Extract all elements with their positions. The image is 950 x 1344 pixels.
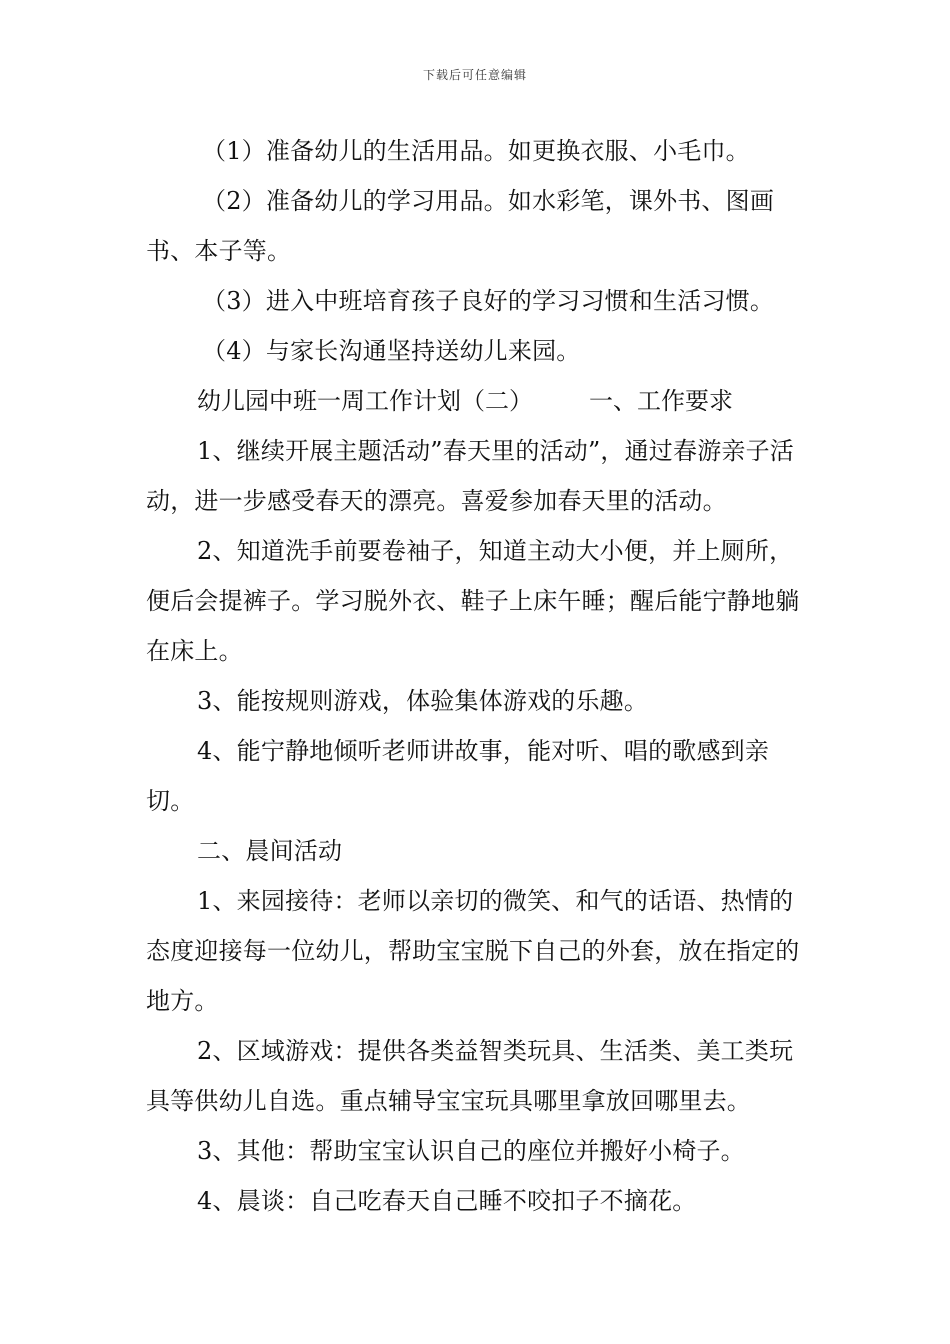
- requirement-item: 3、能按规则游戏，体验集体游戏的乐趣。: [197, 687, 649, 715]
- paragraph-prep-daily: （1）准备幼儿的生活用品。如更换衣服、小毛巾。: [202, 137, 750, 165]
- section-subtitle: 一、工作要求: [589, 387, 733, 415]
- section-heading: [146, 376, 808, 426]
- section-title: 幼儿园中班一周工作计划（二）: [197, 387, 533, 415]
- paragraph-parents: （4）与家长沟通坚持送幼儿来园。: [202, 337, 581, 365]
- paragraph-prep-study: （2）准备幼儿的学习用品。如水彩笔，课外书、图画书、本子等。: [146, 187, 775, 265]
- morning-item: 1、来园接待：老师以亲切的微笑、和气的话语、热情的态度迎接每一位幼儿，帮助宝宝脱下自己的外套，放在指定的地方。: [146, 887, 800, 1015]
- requirement-item: 2、知道洗手前要卷袖子，知道主动大小便，并上厕所，便后会提裤子。学习脱外衣、鞋子上床午睡；醒后能宁静地躺在床上。: [146, 537, 800, 665]
- morning-item: 2、区域游戏：提供各类益智类玩具、生活类、美工类玩具等供幼儿自选。重点辅导宝宝玩具哪里拿放回哪里去。: [146, 1037, 794, 1115]
- page-header-note: 下载后可任意编辑: [422, 68, 527, 82]
- morning-item: 3、其他：帮助宝宝认识自己的座位并搬好小椅子。: [197, 1137, 745, 1165]
- requirement-item: 1、继续开展主题活动”春天里的活动”，通过春游亲子活动，进一步感受春天的漂亮。喜爱参加春天里的活动。: [146, 437, 795, 515]
- morning-section-title: 二、晨间活动: [197, 837, 343, 865]
- requirement-item: 4、能宁静地倾听老师讲故事，能对听、唱的歌感到亲切。: [146, 737, 770, 815]
- morning-item: 4、晨谈：自己吃春天自己睡不咬扣子不摘花。: [197, 1187, 697, 1215]
- paragraph-habits: （3）进入中班培育孩子良好的学习习惯和生活习惯。: [202, 287, 775, 315]
- document-body: [146, 126, 808, 1226]
